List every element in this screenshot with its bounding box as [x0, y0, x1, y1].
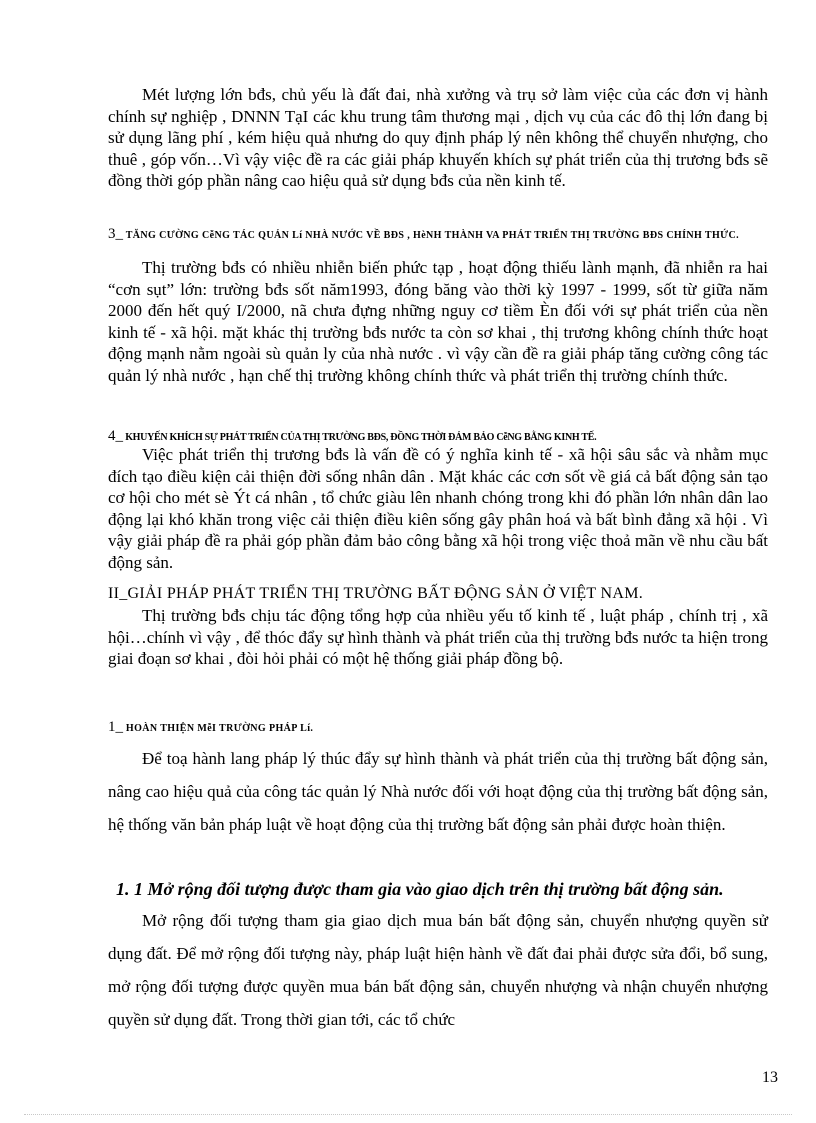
footer-dotted-line — [24, 1114, 792, 1115]
section-heading-1 — [108, 721, 768, 735]
section-number-4: 4_ — [108, 428, 123, 444]
section-heading-3 — [108, 228, 768, 242]
paragraph-state-management: Thị trường bđs có nhiều nhiễn biến phức tạp , hoạt động thiếu lành mạnh, đã nhiễn ra hai “cơn sụt” lớn: trường bđs sốt năm1993, đóng băng vào thời kỳ 1997 - 1999, sốt từ giữa năm 2000 đến hết quý I/2000, nã chưa đựng những nguy cơ tiềm Èn đối với sự phát triển của nền kinh tế - xã hội. mặt khác thị trường bđs nước ta còn sơ khai , thị trương không chính thức hoạt động mạnh nằm ngoài sù quản ly của nhà nước . vì vậy cần đề ra giải pháp tăng cường công tác quản lý nhà nước , hạn chế thị trường không chính thức và phát triển thị trường chính thức. — [108, 258, 768, 385]
paragraph-legal-framework: Để toạ hành lang pháp lý thúc đẩy sự hình thành và phát triển của thị trường bất động sản, nâng cao hiệu quả của công tác quản lý Nhà nước đối với hoạt động của thị trường bất động sản, hệ thống văn bản pháp luật về hoạt động của thị trường bất động sản phải được hoàn thiện. — [108, 749, 768, 834]
section-title-4: KHUYẾN KHÍCH SỰ PHÁT TRIỂN CỦA THỊ TRƯỜNG BĐS, ĐỒNG THỜI ĐẢM BẢO CễNG BẰNG KINH TẾ. — [125, 432, 597, 443]
subheading-1-1: 1. 1 Mở rộng đối tượng được tham gia vào giao dịch trên thị trường bất động sản. — [116, 879, 724, 899]
paragraph-economic-equity: Việc phát triển thị trương bđs là vấn đề có ý nghĩa kinh tế - xã hội sâu sắc và nhằm mục đích tạo điều kiện cải thiện đời sống nhân dân . Mặt khác các cơn sốt về giá cả bất động sản tạo cơ hội cho mét sè Ýt cá nhân , tổ chức giàu lên nhanh chóng trong khi đó phần lớn nhân dân lao động lại khó khăn trong việc cải thiện điều kiên sống gây phân hoá và bất bình đẳng xã hội . Vì vậy giải pháp đề ra phải góp phần đảm bảo công bằng xã hội trong việc thoả mãn về nhu cầu bất động sản. — [108, 445, 768, 572]
paragraph-land-use: Mét lượng lớn bđs, chủ yếu là đất đai, nhà xưởng và trụ sở làm việc của các đơn vị hành chính sự nghiệp , DNNN TạI các khu trung tâm thương mại , dịch vụ của các đô thị lớn đang bị sử dụng lãng phí , kém hiệu quả nhưng do quy định pháp lý nên không thể chuyển nhượng, cho thuê , góp vốn…Vì vậy việc đề ra các giải pháp khuyến khích sự phát triển của thị trương bđs sẽ đồng thời góp phần nâng cao hiệu quả sử dụng bđs của nền kinh tế. — [108, 85, 768, 191]
section-heading-4 — [108, 430, 768, 444]
section-number-1: 1_ — [108, 719, 123, 735]
paragraph-expand-participants: Mở rộng đối tượng tham gia giao dịch mua bán bất động sản, chuyển nhượng quyền sử dụng đất. Để mở rộng đối tượng này, pháp luật hiện hành về đất đai phải được sửa đổi, bổ sung, mở rộng đối tượng được quyền mua bán bất động sản, chuyển nhượng và nhận chuyển nhượng quyền sử dụng đất. Trong thời gian tới, các tổ chức — [108, 911, 768, 1029]
section-heading-ii: II_GIẢI PHÁP PHÁT TRIỂN THỊ TRƯỜNG BẤT ĐỘNG SẢN Ở VIỆT NAM. — [108, 585, 644, 602]
paragraph-solutions-intro: Thị trường bđs chịu tác động tổng hợp của nhiều yếu tố kinh tế , luật pháp , chính trị , xã hội…chính vì vậy , để thóc đẩy sự hình thành và phát triển của thị trường bđs nước ta hiện trong giai đoạn sơ khai , đòi hỏi phải có một hệ thống giải pháp đồng bộ. — [108, 606, 768, 669]
page-number: 13 — [762, 1069, 778, 1086]
section-number-3: 3_ — [108, 226, 123, 242]
section-title-1: HOÀN THIỆN MễI TRƯỜNG PHÁP Lí. — [125, 723, 314, 734]
section-title-3: TĂNG CƯỜNG CễNG TÁC QUẢN Lí NHÀ NƯỚC VỀ BĐS , HèNH THÀNH VA PHÁT TRIỂN THỊ TRƯỜNG BĐS CHÍNH THỨC. — [125, 230, 740, 241]
